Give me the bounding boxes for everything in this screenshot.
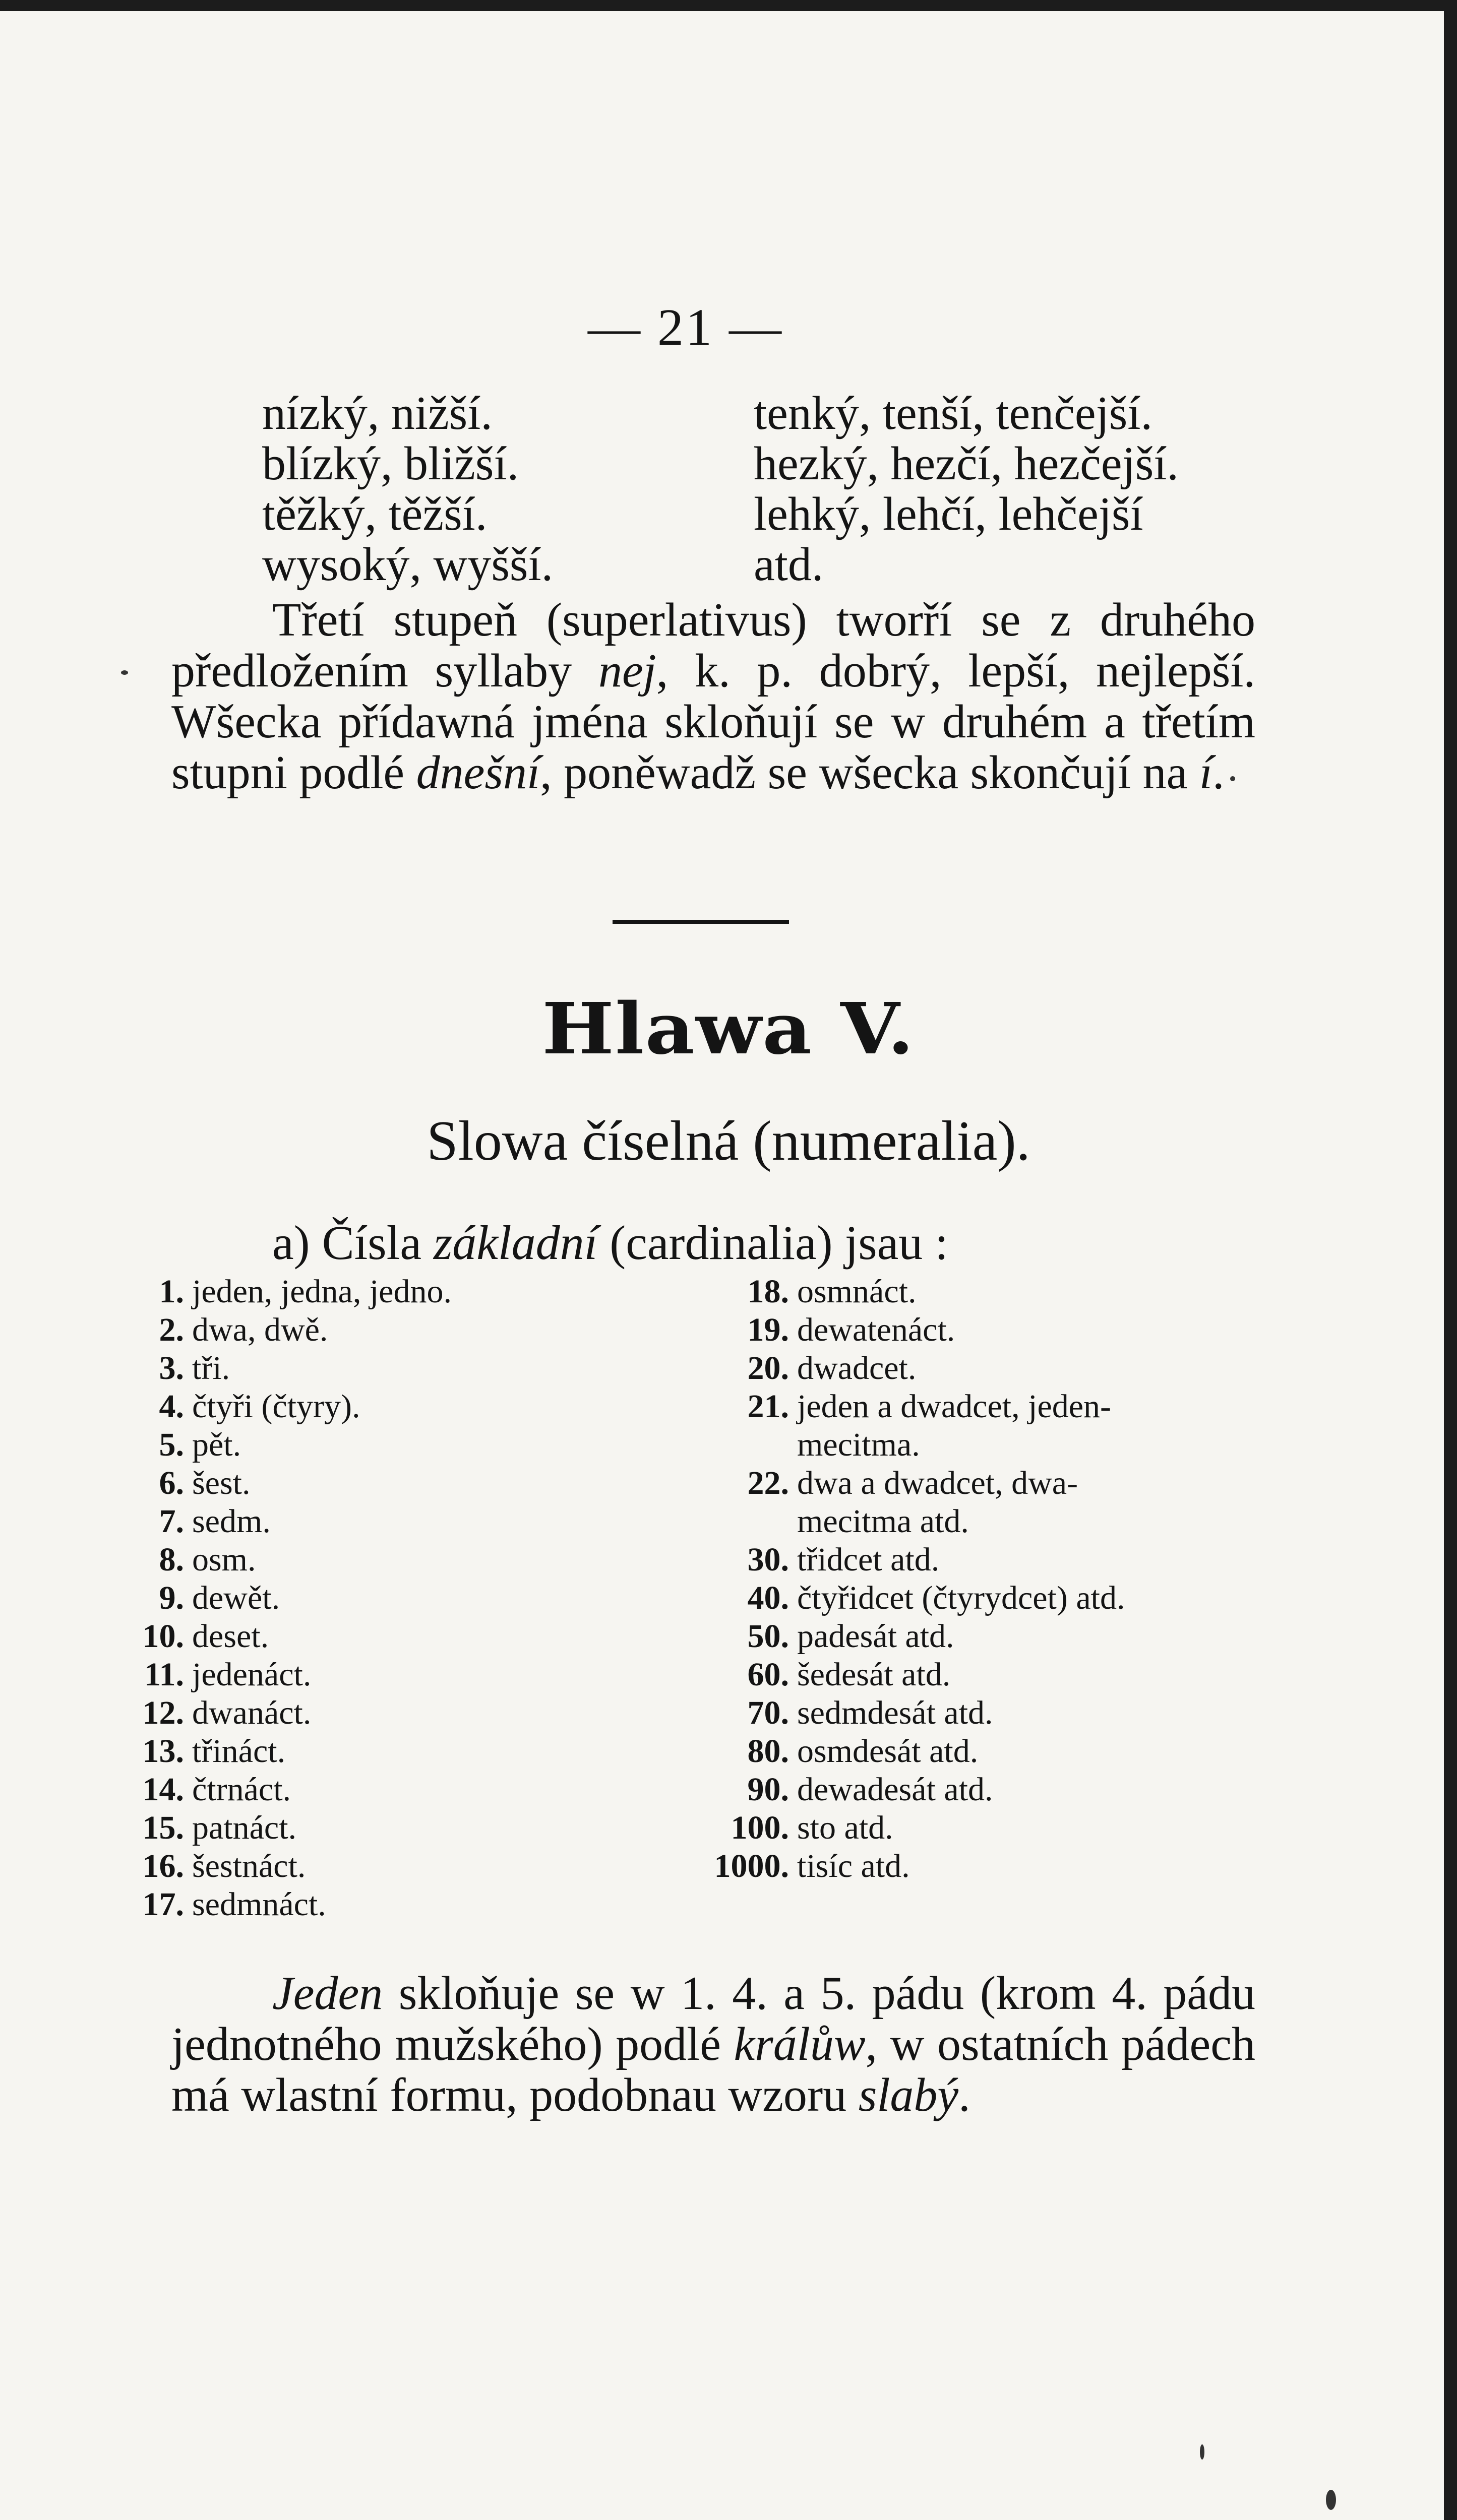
list-item [693, 1617, 954, 1656]
list-item [124, 1809, 296, 1847]
print-speck [1230, 776, 1235, 781]
list-item [693, 1847, 910, 1885]
subsection-suffix: (cardinalia) jsau : [597, 1216, 948, 1270]
numeral-word: třidcet atd. [797, 1541, 940, 1578]
page-number: — 21 — [588, 298, 783, 356]
numeral-number: 7. [159, 1503, 184, 1540]
comparison-right: lehký, lehčí, lehčejší [754, 488, 1143, 540]
numeral-word: jedenáct. [192, 1656, 312, 1693]
para1-text: . [1212, 746, 1225, 799]
numeral-word: třináct. [192, 1733, 286, 1770]
numeral-number: 9. [159, 1580, 184, 1616]
numeral-word: čtrnáct. [192, 1771, 291, 1808]
list-item [124, 1771, 291, 1809]
numeral-word: osm. [192, 1541, 256, 1578]
numeral-number: 19. [747, 1311, 789, 1348]
section-title: Slowa číselná (numeralia). [427, 1110, 1030, 1172]
para1-italic: í [1199, 746, 1212, 799]
list-item [693, 1541, 939, 1579]
numeral-number: 100. [731, 1809, 789, 1846]
list-item [124, 1579, 280, 1617]
list-item [693, 1771, 993, 1809]
comparison-left: těžký, těžší. [262, 488, 488, 540]
para2-italic: Jeden [272, 1967, 383, 2020]
numeral-word: čtyři (čtyry). [192, 1388, 360, 1425]
list-item [693, 1502, 969, 1541]
numeral-word: mecitma. [797, 1426, 920, 1463]
numeral-number: 40. [747, 1580, 789, 1616]
numeral-number: 1. [159, 1273, 184, 1310]
list-item [124, 1732, 285, 1771]
numeral-number: 20. [747, 1350, 789, 1387]
para1-text: , poněwadž se wšecka skončují na [540, 746, 1199, 799]
numeral-number: 3. [159, 1350, 184, 1387]
comparison-right: atd. [754, 538, 824, 591]
list-item [693, 1809, 893, 1847]
list-item [124, 1426, 241, 1464]
numeral-number: 5. [159, 1426, 184, 1463]
numeral-word: šest. [192, 1465, 251, 1501]
section-divider [613, 920, 789, 924]
list-item [693, 1273, 916, 1311]
list-item [693, 1426, 920, 1464]
list-item [124, 1885, 326, 1924]
numeral-number: 6. [159, 1465, 184, 1501]
print-speck [121, 670, 128, 675]
para2-text: skloňuje se w 1. 4. a 5. pádu (krom 4. pádu jednotného mužského) podlé [171, 1967, 1255, 2070]
comparison-row [0, 438, 1457, 489]
numeral-word: dwa a dwadcet, dwa- [797, 1465, 1078, 1501]
numeral-number: 13. [142, 1733, 184, 1770]
list-item [124, 1273, 452, 1311]
comparison-row [0, 539, 1457, 590]
numeral-word: dewadesát atd. [797, 1771, 993, 1808]
numeral-word: sto atd. [797, 1809, 893, 1846]
list-item [693, 1694, 993, 1732]
para2-text: . [958, 2069, 970, 2121]
numeral-word: dwadcet. [797, 1350, 917, 1387]
list-item [124, 1617, 269, 1656]
numeral-number: 17. [142, 1886, 184, 1923]
numeral-number: 90. [747, 1771, 789, 1808]
para1-italic: nej [598, 645, 656, 697]
numeral-word: pět. [192, 1426, 241, 1463]
list-item [693, 1464, 1078, 1502]
comparison-right: tenký, tenší, tenčejší. [754, 387, 1152, 439]
subsection-italic: základní [433, 1216, 598, 1270]
comparison-left: blízký, bližší. [262, 437, 519, 490]
numeral-number: 22. [747, 1465, 789, 1501]
numeral-number: 1000. [714, 1848, 789, 1884]
numeral-word: sedmdesát atd. [797, 1694, 993, 1731]
numeral-word: čtyřidcet (čtyrydcet) atd. [797, 1580, 1125, 1616]
numeral-word: dewět. [192, 1580, 280, 1616]
print-speck [1326, 2490, 1336, 2510]
para1-text: , k. p. dobrý, lepší, nejlepší. Wšecka přídawná jména skloňují se w druhém a třetím stupni podlé [171, 645, 1255, 799]
numeral-number: 50. [747, 1618, 789, 1655]
numeral-word: sedm. [192, 1503, 271, 1540]
numeral-number: 2. [159, 1311, 184, 1348]
comparison-right: hezký, hezčí, hezčejší. [754, 437, 1179, 490]
numeral-number: 11. [144, 1656, 184, 1693]
list-item [124, 1349, 230, 1388]
list-item [693, 1388, 1111, 1426]
list-item [124, 1464, 251, 1502]
jeden-paragraph [171, 1968, 1255, 2121]
numeral-word: osmdesát atd. [797, 1733, 979, 1770]
numeral-word: tři. [192, 1350, 230, 1387]
numeral-number: 16. [142, 1848, 184, 1884]
list-item [124, 1311, 328, 1349]
list-item [124, 1388, 360, 1426]
numeral-word: dwanáct. [192, 1694, 312, 1731]
list-item [124, 1694, 311, 1732]
numeral-number: 4. [159, 1388, 184, 1425]
para2-text: , w ostatních pádech má wlastní formu, podobnau wzoru [171, 2018, 1255, 2121]
numeral-number: 8. [159, 1541, 184, 1578]
numeral-word: šestnáct. [192, 1848, 306, 1884]
list-item [124, 1541, 256, 1579]
numeral-word: dewatenáct. [797, 1311, 955, 1348]
numeral-number: 12. [142, 1694, 184, 1731]
numeral-number: 21. [747, 1388, 789, 1425]
list-item [693, 1656, 950, 1694]
numeral-number: 10. [142, 1618, 184, 1655]
comparison-left: nízký, nižší. [262, 387, 493, 439]
para1-text: Třetí stupeň (superlativus) tworří se z druhého předložením syllaby [171, 594, 1255, 697]
list-item [124, 1656, 311, 1694]
comparison-row [0, 388, 1457, 438]
numeral-number: 14. [142, 1771, 184, 1808]
list-item [693, 1579, 1125, 1617]
numeral-word: jeden a dwadcet, jeden- [797, 1388, 1112, 1425]
print-speck [1200, 2444, 1204, 2460]
numeral-number: 30. [747, 1541, 789, 1578]
list-item [693, 1311, 955, 1349]
numeral-word: patnáct. [192, 1809, 297, 1846]
numeral-number: 70. [747, 1694, 789, 1731]
numeral-word: padesát atd. [797, 1618, 954, 1655]
list-item [693, 1349, 916, 1388]
para2-italic: slabý [858, 2069, 959, 2121]
numeral-word: osmnáct. [797, 1273, 917, 1310]
numeral-word: šedesát atd. [797, 1656, 951, 1693]
list-item [124, 1502, 271, 1541]
list-item [693, 1732, 978, 1771]
numeral-word: dwa, dwě. [192, 1311, 328, 1348]
numeral-word: mecitma atd. [797, 1503, 969, 1540]
para2-italic: králůw [734, 2018, 866, 2070]
comparison-row [0, 489, 1457, 539]
superlative-paragraph [171, 595, 1255, 798]
numeral-number: 60. [747, 1656, 789, 1693]
list-item [124, 1847, 306, 1885]
subsection-heading [272, 1215, 948, 1271]
numeral-number: 15. [142, 1809, 184, 1846]
comparison-left: wysoký, wyšší. [262, 538, 554, 591]
numeral-word: tisíc atd. [797, 1848, 910, 1884]
numeral-word: jeden, jedna, jedno. [192, 1273, 452, 1310]
numeral-word: deset. [192, 1618, 269, 1655]
numeral-number: 18. [747, 1273, 789, 1310]
chapter-title: Hlawa V. [542, 988, 915, 1070]
subsection-prefix: a) Čísla [272, 1216, 434, 1270]
numeral-number: 80. [747, 1733, 789, 1770]
para1-italic: dnešní [416, 746, 540, 799]
numeral-word: sedmnáct. [192, 1886, 326, 1923]
